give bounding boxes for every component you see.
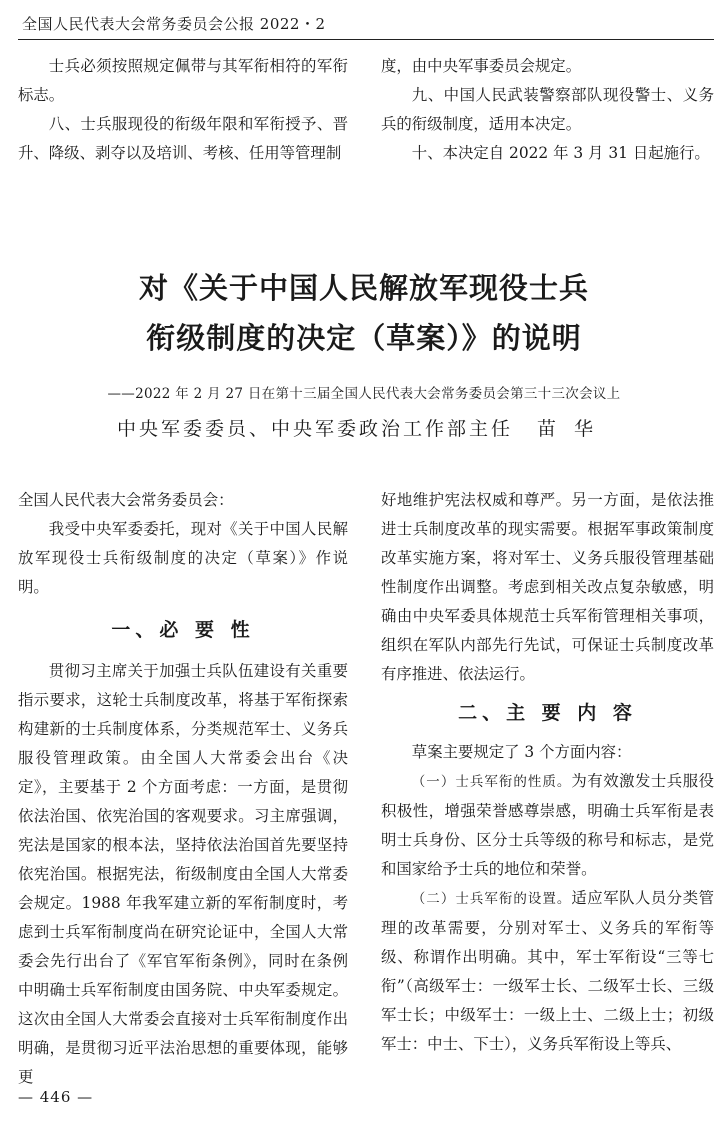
gazette-title: 全国人民代表大会常务委员会公报 2022・2 bbox=[22, 15, 326, 33]
page-number: — 446 — bbox=[18, 1088, 94, 1106]
prev-paragraph-1: 士兵必须按照规定佩带与其军衔相符的军衔标志。 bbox=[18, 57, 348, 104]
item-1-lead: （一）士兵军衔的性质。 bbox=[411, 774, 572, 790]
prev-article-left-column bbox=[18, 52, 348, 168]
section-1-paragraph: 贯彻习主席关于加强士兵队伍建设有关重要指示要求，这轮士兵制度改革，将基于军衔探索构建新的士兵制度体系，分类规范军士、义务兵服役管理政策。由全国人大常委会出台《决定》，主要基于 2 个方面考虑：一方面，是贯彻依法治国、依宪治国的客观要求。习主席强调，宪法是国家的根本法，坚持依法治国首先要坚持依宪治国。根据宪法，衔级制度由全国人大常委会规定。1988 年我军建立新的军衔制度时，考虑到士兵军衔制度尚在研究论证中，全国人大常委会先行出台了《军官军衔条例》，同时在条例中明确士兵军衔制度由国务院、中央军委规定。这次由全国人大常委会直接对士兵军衔制度作出明确，是贯彻习近平法治思想的重要体现，能够更 bbox=[18, 662, 348, 1086]
article-title-line-1: 对《关于中国人民解放军现役士兵 bbox=[138, 271, 589, 305]
prev-paragraph-2: 八、士兵服现役的衔级年限和军衔授予、晋升、降级、剥夺以及培训、考核、任用等管理制 bbox=[18, 115, 348, 162]
section-2-intro: 草案主要规定了 3 个方面内容： bbox=[411, 743, 632, 761]
author-title: 中央军委委员、中央军委政治工作部主任 bbox=[116, 418, 513, 440]
prev-article-right-column bbox=[381, 52, 714, 168]
item-2-paragraph bbox=[381, 884, 714, 1059]
author-line bbox=[0, 414, 728, 441]
author-name: 苗华 bbox=[537, 418, 612, 440]
salutation: 全国人民代表大会常务委员会： bbox=[18, 491, 234, 509]
intro-paragraph: 我受中央军委委托，现对《关于中国人民解放军现役士兵衔级制度的决定（草案）》作说明。 bbox=[18, 520, 348, 596]
item-1-paragraph bbox=[381, 767, 714, 884]
prev-paragraph-4: 九、中国人民武装警察部队现役警士、义务兵的衔级制度，适用本决定。 bbox=[381, 86, 714, 133]
section-1-continuation: 好地维护宪法权威和尊严。另一方面，是依法推进士兵制度改革的现实需要。根据军事政策制度改革实施方案，将对军士、义务兵服役管理基础性制度作出调整。考虑到相关改点复杂敏感，明确由中央军委具体规范士兵军衔管理相关事项，组织在军队内部先行先试，可保证士兵制度改革有序推进、依法运行。 bbox=[381, 491, 714, 683]
page-header bbox=[18, 10, 714, 40]
section-1-heading: 一、必 要 性 bbox=[111, 619, 255, 641]
body-left-column bbox=[18, 486, 348, 1092]
item-2-text: 适应军队人员分类管理的改革需要，分别对军士、义务兵的军衔等级、称谓作出明确。其中，军士军衔设“三等七衔”（高级军士：一级军士长、二级军士长、三级军士长；中级军士：一级上士、二级上士；初级军士：中士、下士），义务兵军衔设上等兵、 bbox=[381, 889, 714, 1053]
item-2-lead: （二）士兵军衔的设置。 bbox=[411, 891, 572, 907]
item-1-text: 为有效激发士兵服役积极性，增强荣誉感尊崇感，明确士兵军衔是表明士兵身份、区分士兵等级的称号和标志，是党和国家给予士兵的地位和荣誉。 bbox=[381, 772, 714, 878]
section-2-heading: 二、主 要 内 容 bbox=[458, 702, 637, 724]
article-subtitle: ——2022 年 2 月 27 日在第十三届全国人民代表大会常务委员会第三十三次会议上 bbox=[107, 386, 621, 402]
prev-paragraph-3: 度，由中央军事委员会规定。 bbox=[381, 57, 582, 75]
body-right-column bbox=[381, 486, 714, 1059]
article-title-line-2: 衔级制度的决定（草案）》的说明 bbox=[146, 321, 582, 355]
prev-paragraph-5: 十、本决定自 2022 年 3 月 31 日起施行。 bbox=[411, 144, 710, 162]
